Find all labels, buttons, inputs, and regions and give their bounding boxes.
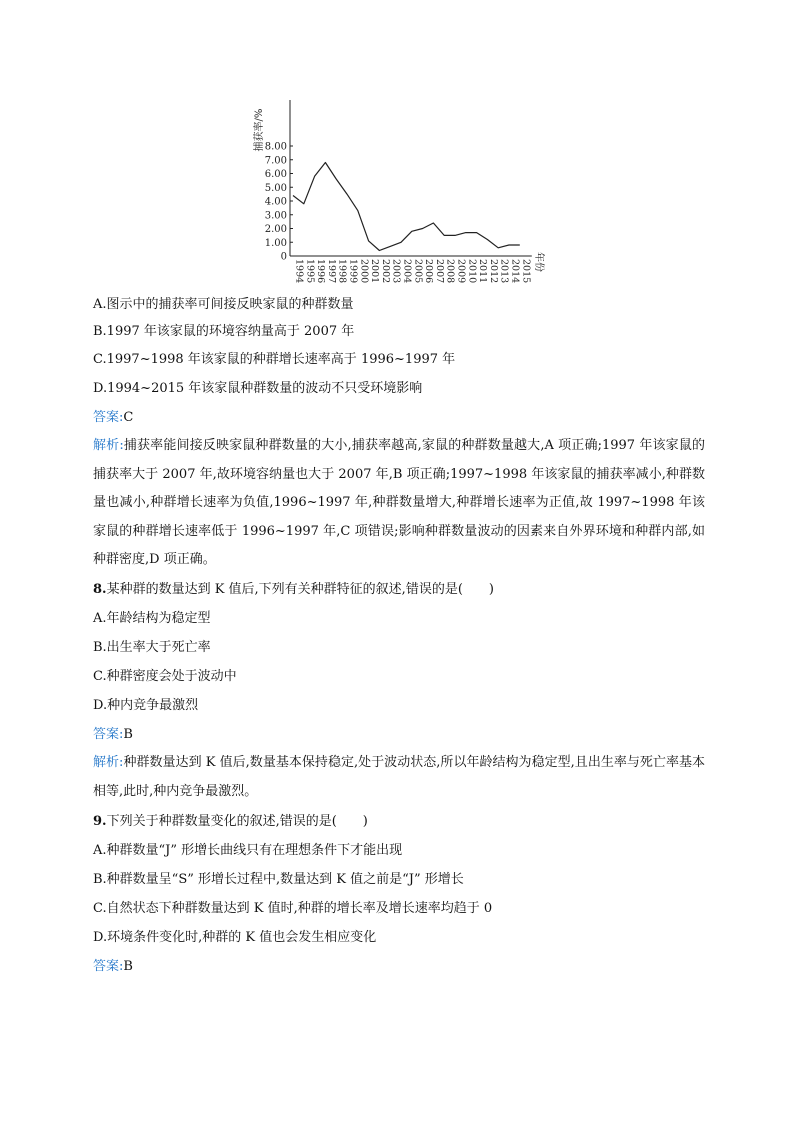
y-tick-label: 7.00 — [264, 155, 287, 167]
x-tick-label: 2014 — [509, 259, 521, 284]
y-tick-label: 4.00 — [264, 196, 287, 208]
x-tick-label: 2010 — [466, 259, 478, 284]
answer-label: 答案: — [93, 727, 124, 742]
y-tick-label: 1.00 — [264, 237, 287, 249]
x-tick-label: 2006 — [423, 259, 435, 284]
x-tick-label: 1999 — [347, 259, 359, 284]
question-stem: 下列关于种群数量变化的叙述,错误的是( ) — [106, 814, 368, 829]
x-tick-label: 1996 — [315, 259, 327, 284]
question-stem: 某种群的数量达到 K 值后,下列有关种群特征的叙述,错误的是( ) — [106, 582, 494, 597]
y-tick-label: 8.00 — [264, 141, 287, 153]
q9-option-c: C.自然状态下种群数量达到 K 值时,种群的增长率及增长速率均趋于 0 — [93, 901, 493, 916]
question-number: 8. — [93, 582, 107, 597]
capture-rate-line — [293, 163, 520, 251]
x-tick-label: 2001 — [369, 259, 381, 284]
x-tick-label: 2008 — [444, 259, 456, 284]
answer-value: B — [123, 959, 133, 974]
y-tick-label: 2.00 — [264, 224, 287, 235]
x-tick-label: 1994 — [293, 259, 305, 284]
y-tick-label: 3.00 — [264, 210, 287, 222]
q9-answer — [93, 959, 713, 975]
explanation-label: 解析: — [93, 438, 124, 453]
x-tick-label: 1998 — [336, 259, 348, 284]
explanation-label: 解析: — [93, 755, 124, 770]
y-tick-label: 5.00 — [264, 182, 287, 194]
explanation-text: 种群数量达到 K 值后,数量基本保持稳定,处于波动状态,所以年龄结构为稳定型,且出生率与死亡率基本相等,此时,种内竞争最激烈。 — [93, 755, 705, 799]
y-axis-label: 捕获率/% — [254, 108, 265, 152]
q7-option-d: D.1994~2015 年该家鼠种群数量的波动不只受环境影响 — [93, 381, 423, 396]
x-tick-label: 2007 — [433, 259, 445, 284]
y-tick-label: 0 — [280, 251, 287, 263]
x-tick-labels — [294, 252, 546, 283]
q9-option-b: B.种群数量呈“S” 形增长过程中,数量达到 K 值之前是“J” 形增长 — [93, 872, 464, 887]
x-tick-label: 2013 — [498, 259, 510, 284]
q7-option-a: A.图示中的捕获率可间接反映家鼠的种群数量 — [93, 297, 354, 312]
q8-explanation — [93, 749, 705, 806]
y-tick-label: 6.00 — [264, 169, 287, 180]
chart-series — [293, 163, 520, 251]
q9-option-a: A.种群数量“J” 形增长曲线只有在理想条件下才能出现 — [93, 843, 403, 858]
question-number: 9. — [93, 814, 107, 829]
x-tick-label: 2015 — [520, 259, 532, 284]
q8-option-d: D.种内竞争最激烈 — [93, 698, 199, 713]
x-axis-label: 年份 — [532, 252, 544, 272]
q8-answer — [93, 727, 713, 743]
answer-label: 答案: — [93, 410, 124, 425]
q7-option-c: C.1997~1998 年该家鼠的种群增长速率高于 1996~1997 年 — [93, 352, 456, 367]
x-tick-label: 2009 — [455, 259, 467, 284]
q9-stem — [93, 814, 713, 830]
answer-value: B — [123, 727, 133, 742]
answer-value: C — [123, 410, 134, 425]
y-tick-labels — [252, 109, 293, 263]
x-tick-label: 1995 — [304, 259, 316, 284]
x-tick-label: 1997 — [325, 259, 337, 284]
q7-answer — [93, 410, 713, 426]
x-tick-label: 2002 — [379, 259, 391, 284]
x-tick-label: 2003 — [390, 259, 402, 284]
x-tick-label: 2012 — [487, 259, 499, 284]
q8-option-a: A.年龄结构为稳定型 — [93, 611, 211, 626]
capture-rate-chart — [240, 96, 560, 296]
x-tick-label: 2000 — [358, 259, 370, 284]
x-tick-label: 2004 — [401, 259, 413, 284]
q7-explanation — [93, 432, 705, 575]
q7-option-b: B.1997 年该家鼠的环境容纳量高于 2007 年 — [93, 324, 355, 339]
q8-stem — [93, 582, 713, 598]
q8-option-c: C.种群密度会处于波动中 — [93, 669, 237, 684]
q8-option-b: B.出生率大于死亡率 — [93, 640, 211, 655]
explanation-text: 捕获率能间接反映家鼠种群数量的大小,捕获率越高,家鼠的种群数量越大,A 项正确;1997 年该家鼠的捕获率大于 2007 年,故环境容纳量也大于 2007 年,B 项正确;1997~1998 年该家鼠的捕获率减小,种群数量也减小,种群增长速率为负值,1996~1997 年,种群数量增大,种群增长速率为正值,故 1997~1998 年该家鼠的种群增长速率低于 1996~1997 年,C 项错误;影响种群数量波动的因素来自外界环境和种群内部,如种群密度,D 项正确。 — [93, 438, 705, 567]
x-tick-label: 2005 — [412, 259, 424, 284]
x-tick-label: 2011 — [477, 259, 489, 284]
answer-label: 答案: — [93, 959, 124, 974]
q9-option-d: D.环境条件变化时,种群的 K 值也会发生相应变化 — [93, 930, 377, 945]
